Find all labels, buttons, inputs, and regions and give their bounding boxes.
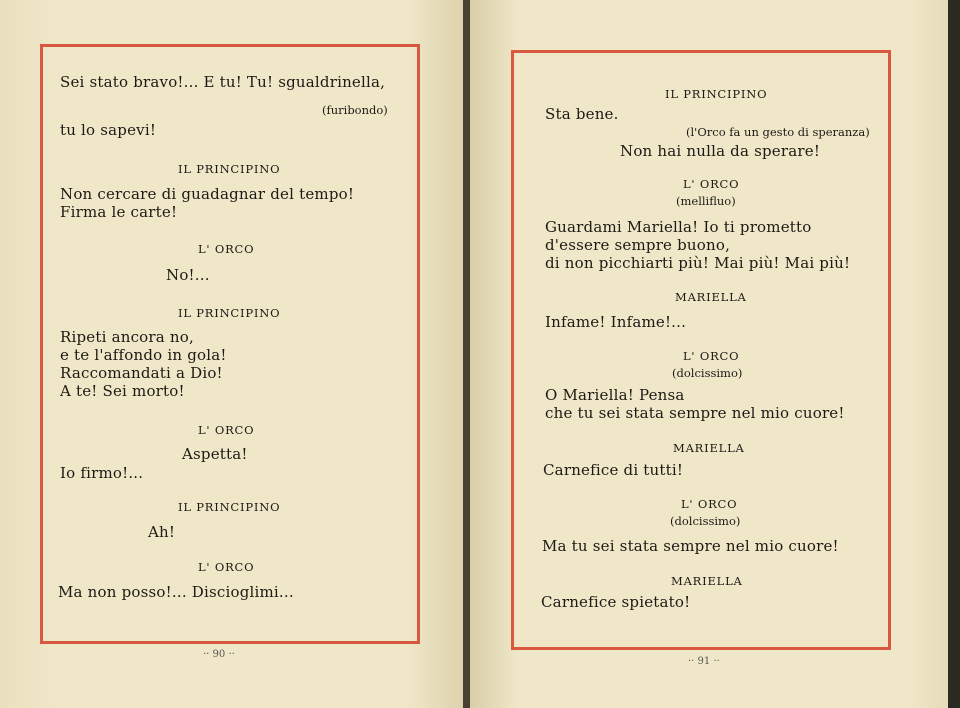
speaker-name: L' ORCO: [681, 497, 738, 511]
dialogue-line: Carnefice di tutti!: [543, 461, 684, 479]
left-page: [0, 0, 463, 708]
stage-direction: (mellifluo): [676, 194, 736, 208]
stage-direction: (dolcissimo): [672, 366, 743, 380]
dialogue-line: A te! Sei morto!: [60, 382, 185, 400]
dialogue-line: Firma le carte!: [60, 203, 178, 221]
dialogue-line: di non picchiarti più! Mai più! Mai più!: [545, 254, 851, 272]
speaker-name: L' ORCO: [683, 177, 740, 191]
dialogue-line: Ah!: [148, 523, 176, 541]
stage-direction: (l'Orco fa un gesto di speranza): [686, 125, 870, 139]
speaker-name: L' ORCO: [198, 242, 255, 256]
speaker-name: L' ORCO: [198, 423, 255, 437]
speaker-name: IL PRINCIPINO: [178, 306, 281, 320]
page-number: ·· 90 ··: [203, 649, 235, 660]
dialogue-line: e te l'affondo in gola!: [60, 346, 227, 364]
dialogue-line: Ma tu sei stata sempre nel mio cuore!: [542, 537, 839, 555]
dialogue-line: Infame! Infame!...: [545, 313, 687, 331]
dialogue-line: Non cercare di guadagnar del tempo!: [60, 185, 355, 203]
dialogue-line: che tu sei stata sempre nel mio cuore!: [545, 404, 845, 422]
stage-direction: (furibondo): [322, 103, 388, 117]
dialogue-line: Raccomandati a Dio!: [60, 364, 223, 382]
book-spine: [463, 0, 470, 708]
dialogue-line: Sei stato bravo!... E tu! Tu! sgualdrinella,: [60, 73, 386, 91]
dialogue-line: Carnefice spietato!: [541, 593, 691, 611]
book-cover-edge: [948, 0, 960, 708]
speaker-name: IL PRINCIPINO: [178, 162, 281, 176]
speaker-name: MARIELLA: [673, 441, 745, 455]
dialogue-line: Aspetta!: [182, 445, 248, 463]
dialogue-line: d'essere sempre buono,: [545, 236, 731, 254]
dialogue-line: Ripeti ancora no,: [60, 328, 194, 346]
dialogue-line: O Mariella! Pensa: [545, 386, 685, 404]
dialogue-line: Non hai nulla da sperare!: [620, 142, 821, 160]
dialogue-line: Io firmo!...: [60, 464, 144, 482]
speaker-name: MARIELLA: [675, 290, 747, 304]
speaker-name: L' ORCO: [198, 560, 255, 574]
dialogue-line: Guardami Mariella! Io ti prometto: [545, 218, 812, 236]
right-page: [470, 0, 948, 708]
stage-direction: (dolcissimo): [670, 514, 741, 528]
speaker-name: IL PRINCIPINO: [665, 87, 768, 101]
speaker-name: IL PRINCIPINO: [178, 500, 281, 514]
speaker-name: L' ORCO: [683, 349, 740, 363]
dialogue-line: No!...: [166, 266, 210, 284]
speaker-name: MARIELLA: [671, 574, 743, 588]
dialogue-line: Sta bene.: [545, 105, 619, 123]
dialogue-line: tu lo sapevi!: [60, 121, 157, 139]
dialogue-line: Ma non posso!... Discioglimi...: [58, 583, 294, 601]
page-number: ·· 91 ··: [688, 656, 720, 667]
